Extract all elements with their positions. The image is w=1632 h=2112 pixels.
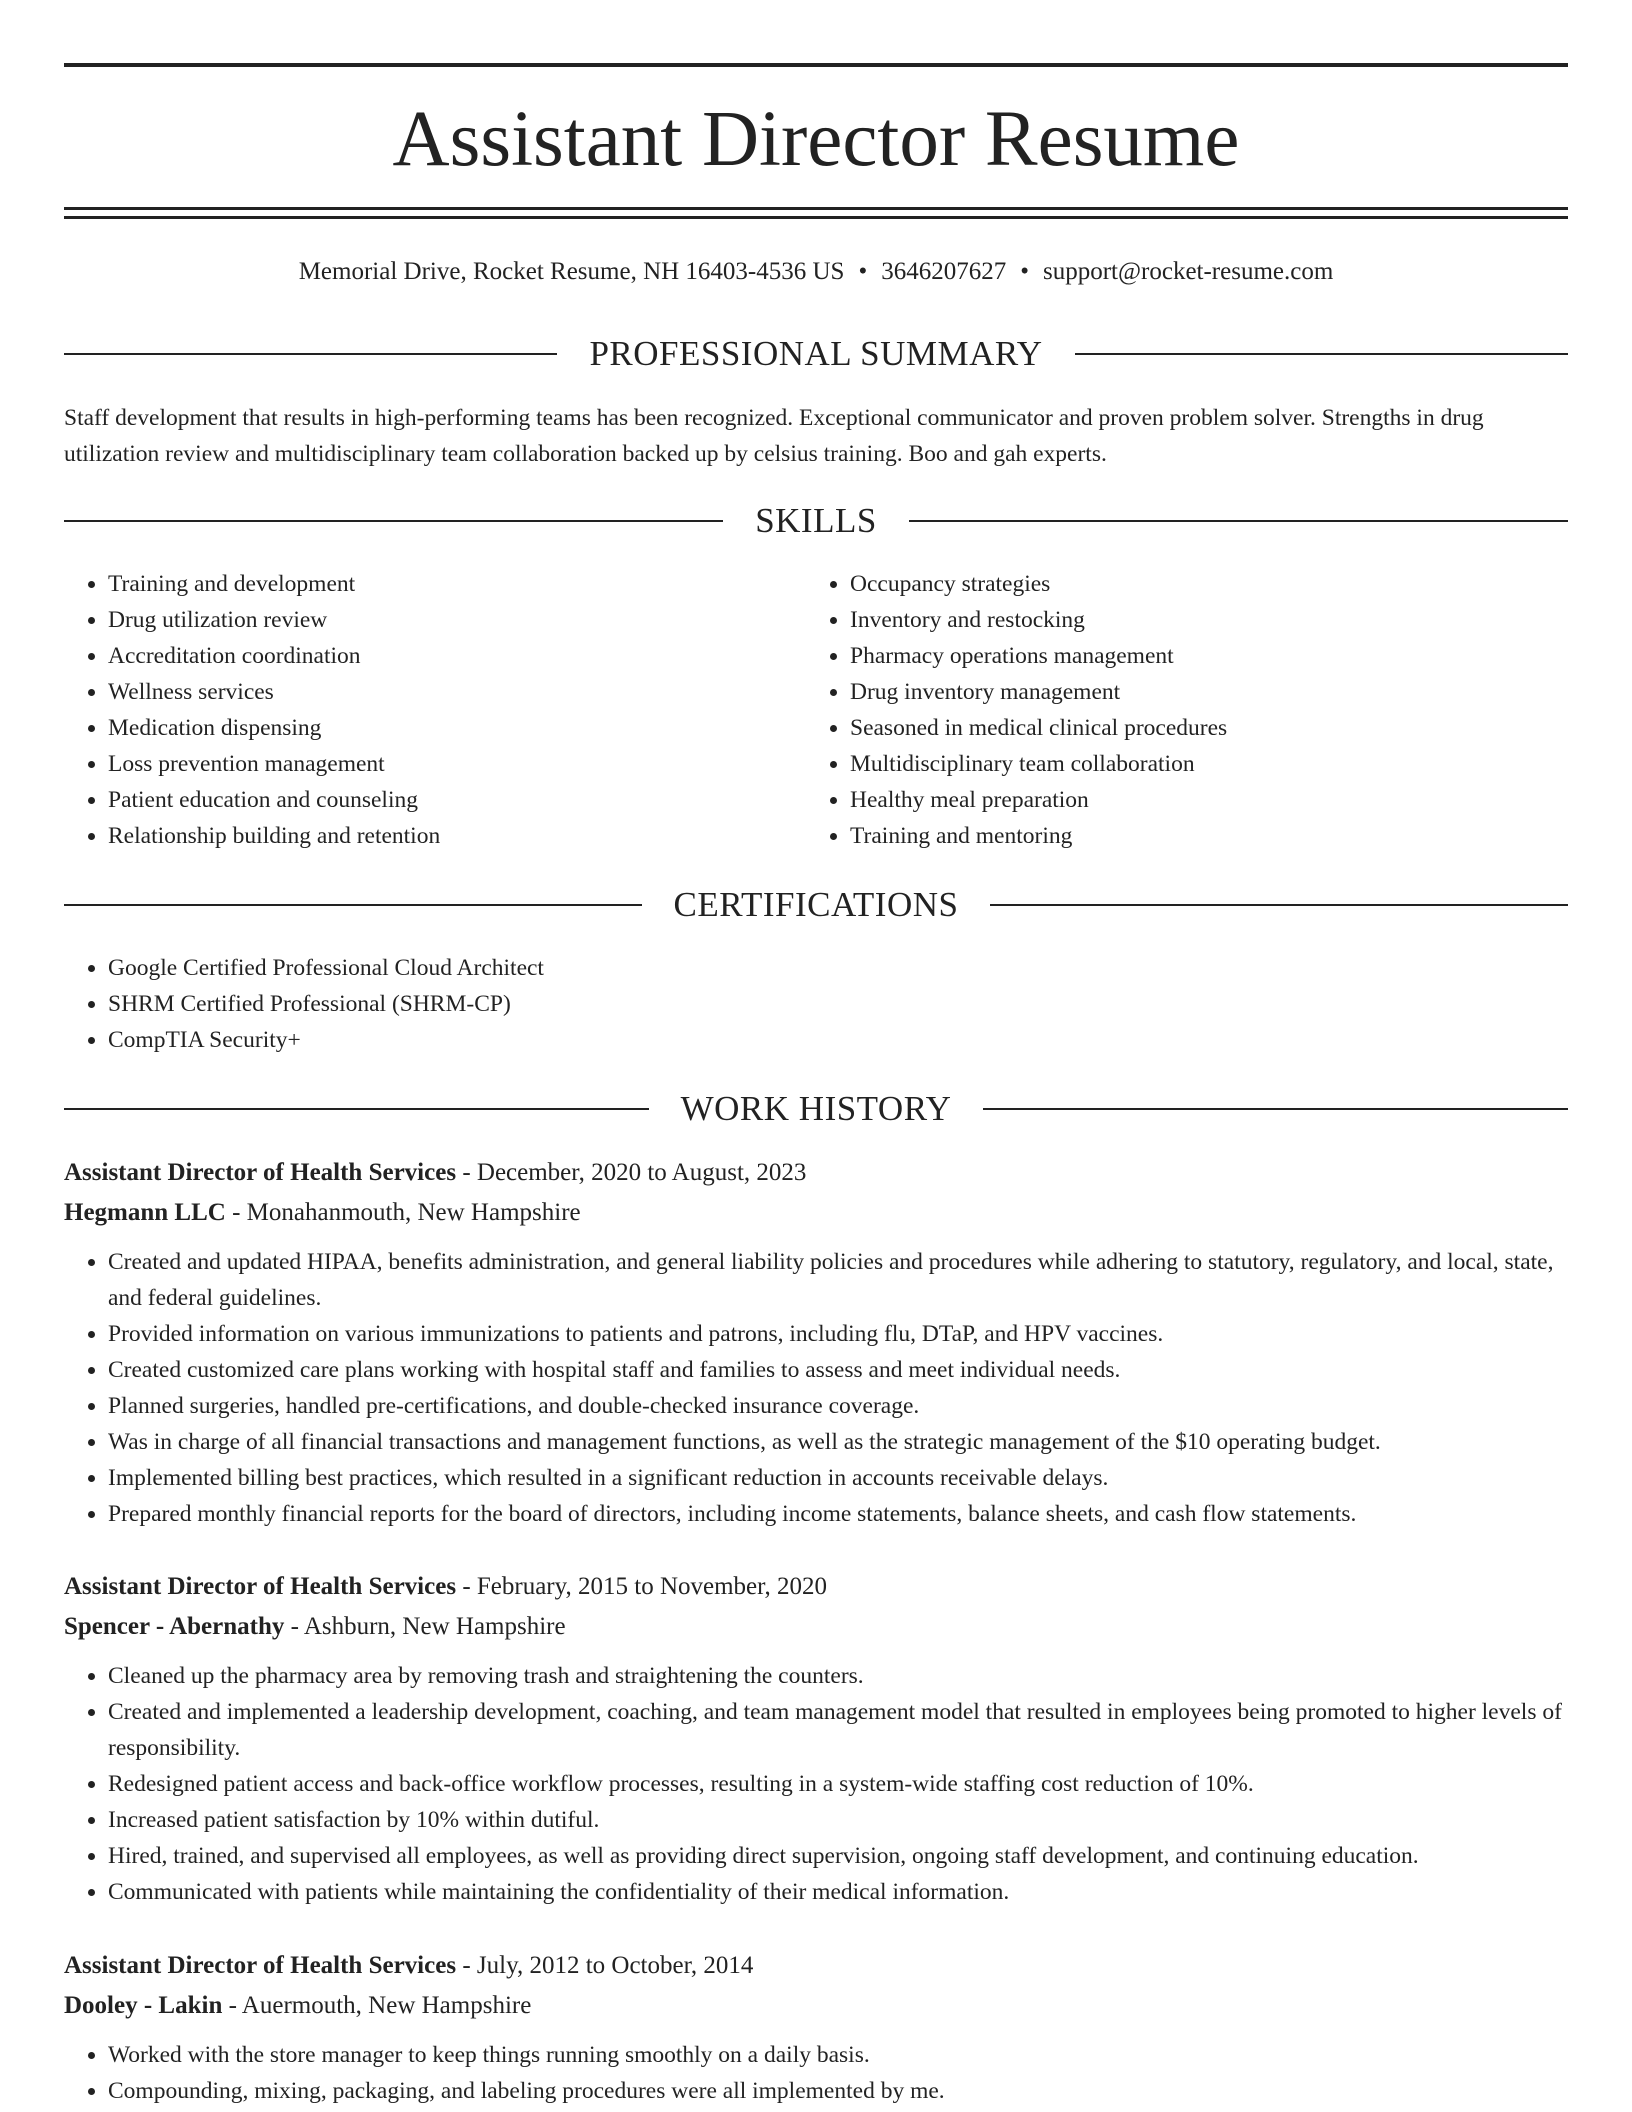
- job-company-line: [64, 1607, 1568, 1647]
- job-entry: [64, 1567, 1568, 1910]
- section-title: PROFESSIONAL SUMMARY: [589, 334, 1043, 373]
- section-rule: [64, 1108, 649, 1110]
- job-location: - Auermouth, New Hampshire: [222, 1992, 532, 2019]
- section-rule: [64, 520, 723, 522]
- certifications-block: [64, 950, 1568, 1058]
- job-company-line: [64, 1986, 1568, 2026]
- job-duties-list: [64, 2037, 1568, 2109]
- job-duty: • Created customized care plans working with hospital staff and families to assess and meet individual needs.: [108, 1352, 1568, 1388]
- job-duty: • Provided information on various immunizations to patients and patrons, including flu, DTaP, and HPV vaccines.: [108, 1316, 1568, 1352]
- job-duty: • Implemented billing best practices, which resulted in a significant reduction in accounts receivable delays.: [108, 1460, 1568, 1496]
- job-company: Dooley - Lakin: [64, 1992, 223, 2019]
- job-dates: - February, 2015 to November, 2020: [456, 1573, 827, 1600]
- section-rule: [64, 353, 557, 355]
- certification-item: • Google Certified Professional Cloud Architect: [108, 950, 1568, 986]
- skill-item: • Pharmacy operations management: [850, 638, 1566, 674]
- skills-column-right: [806, 566, 1566, 854]
- contact-separator: •: [858, 258, 868, 285]
- job-duty: • Communicated with patients while maintaining the confidentiality of their medical information.: [108, 1874, 1568, 1910]
- contact-address: Memorial Drive, Rocket Resume, NH 16403-4536 US: [298, 258, 845, 285]
- skills-column-left: [64, 566, 804, 854]
- skills-list-left: [64, 566, 804, 854]
- job-duty: • Increased patient satisfaction by 10% within dutiful.: [108, 1802, 1568, 1838]
- skill-item: • Relationship building and retention: [108, 818, 804, 854]
- job-location: - Monahanmouth, New Hampshire: [225, 1199, 581, 1226]
- contact-email: support@rocket-resume.com: [1043, 258, 1334, 285]
- skill-item: • Drug inventory management: [850, 674, 1566, 710]
- job-company-line: [64, 1193, 1568, 1233]
- job-company: Spencer - Abernathy: [64, 1613, 285, 1640]
- contact-separator: •: [1020, 258, 1029, 285]
- skills-list-right: [806, 566, 1566, 854]
- summary-text: Staff development that results in high-performing teams has been recognized. Exceptional communicator and proven problem solver. Strengths in drug utilization review and multidisciplinary team collaboration backed up by celsius training. Boo and gah experts.: [64, 405, 1484, 467]
- resume-title: Assistant Director Resume: [392, 96, 1240, 183]
- section-title: SKILLS: [755, 501, 877, 540]
- job-duties-list: [64, 1244, 1568, 1532]
- job-entry: [64, 1946, 1568, 2109]
- skill-item: • Inventory and restocking: [850, 602, 1566, 638]
- job-duty: • Prepared monthly financial reports for the board of directors, including income statements, balance sheets, and cash flow statements.: [108, 1496, 1568, 1532]
- job-company: Hegmann LLC: [64, 1199, 226, 1226]
- job-duty: • Was in charge of all financial transactions and management functions, as well as the strategic management of the $10 operating budget.: [108, 1424, 1568, 1460]
- job-role-line: [64, 1567, 1568, 1607]
- skill-item: • Healthy meal preparation: [850, 782, 1566, 818]
- job-dates: - July, 2012 to October, 2014: [456, 1952, 754, 1979]
- section-header-skills: [64, 499, 1568, 543]
- section-header-work-history: [64, 1087, 1568, 1131]
- job-title: Assistant Director of Health Services: [64, 1573, 457, 1600]
- job-location: - Ashburn, New Hampshire: [284, 1613, 566, 1640]
- certification-item: • SHRM Certified Professional (SHRM-CP): [108, 986, 1568, 1022]
- skill-item: • Medication dispensing: [108, 710, 804, 746]
- skill-item: • Loss prevention management: [108, 746, 804, 782]
- job-entry: [64, 1153, 1568, 1532]
- job-duty: • Worked with the store manager to keep things running smoothly on a daily basis.: [108, 2037, 1568, 2073]
- title-double-rule: [64, 207, 1568, 219]
- top-rule: [64, 63, 1568, 67]
- skill-item: • Multidisciplinary team collaboration: [850, 746, 1566, 782]
- contact-line: [64, 254, 1568, 290]
- job-role-line: [64, 1946, 1568, 1986]
- certification-item: • CompTIA Security+: [108, 1022, 1568, 1058]
- skill-item: • Drug utilization review: [108, 602, 804, 638]
- job-duties-list: [64, 1658, 1568, 1910]
- certifications-list: [64, 950, 1568, 1058]
- job-title: Assistant Director of Health Services: [64, 1952, 457, 1979]
- job-duty: • Created and implemented a leadership development, coaching, and team management model that resulted in employees being promoted to higher levels of responsibility.: [108, 1694, 1568, 1766]
- section-rule: [990, 904, 1568, 906]
- section-rule: [983, 1108, 1568, 1110]
- job-role-line: [64, 1153, 1568, 1193]
- skill-item: • Seasoned in medical clinical procedures: [850, 710, 1566, 746]
- section-rule: [909, 520, 1568, 522]
- skill-item: • Training and mentoring: [850, 818, 1566, 854]
- section-header-summary: [64, 332, 1568, 376]
- job-duty: • Redesigned patient access and back-office workflow processes, resulting in a system-wide staffing cost reduction of 10%.: [108, 1766, 1568, 1802]
- contact-phone: 3646207627: [881, 258, 1007, 285]
- skill-item: • Accreditation coordination: [108, 638, 804, 674]
- skill-item: • Occupancy strategies: [850, 566, 1566, 602]
- job-duty: • Compounding, mixing, packaging, and labeling procedures were all implemented by me.: [108, 2073, 1568, 2109]
- job-duty: • Hired, trained, and supervised all employees, as well as providing direct supervision, ongoing staff development, and continuing education.: [108, 1838, 1568, 1874]
- skill-item: • Wellness services: [108, 674, 804, 710]
- skill-item: • Patient education and counseling: [108, 782, 804, 818]
- section-rule: [1075, 353, 1568, 355]
- job-dates: - December, 2020 to August, 2023: [456, 1159, 807, 1186]
- job-duty: • Cleaned up the pharmacy area by removing trash and straightening the counters.: [108, 1658, 1568, 1694]
- job-title: Assistant Director of Health Services: [64, 1159, 457, 1186]
- section-rule: [64, 904, 642, 906]
- job-duty: • Planned surgeries, handled pre-certifications, and double-checked insurance coverage.: [108, 1388, 1568, 1424]
- skill-item: • Training and development: [108, 566, 804, 602]
- section-title: CERTIFICATIONS: [673, 885, 959, 924]
- job-duty: • Created and updated HIPAA, benefits administration, and general liability policies and procedures while adhering to statutory, regulatory, and local, state, and federal guidelines.: [108, 1244, 1568, 1316]
- section-title: WORK HISTORY: [680, 1089, 952, 1128]
- section-header-certifications: [64, 883, 1568, 927]
